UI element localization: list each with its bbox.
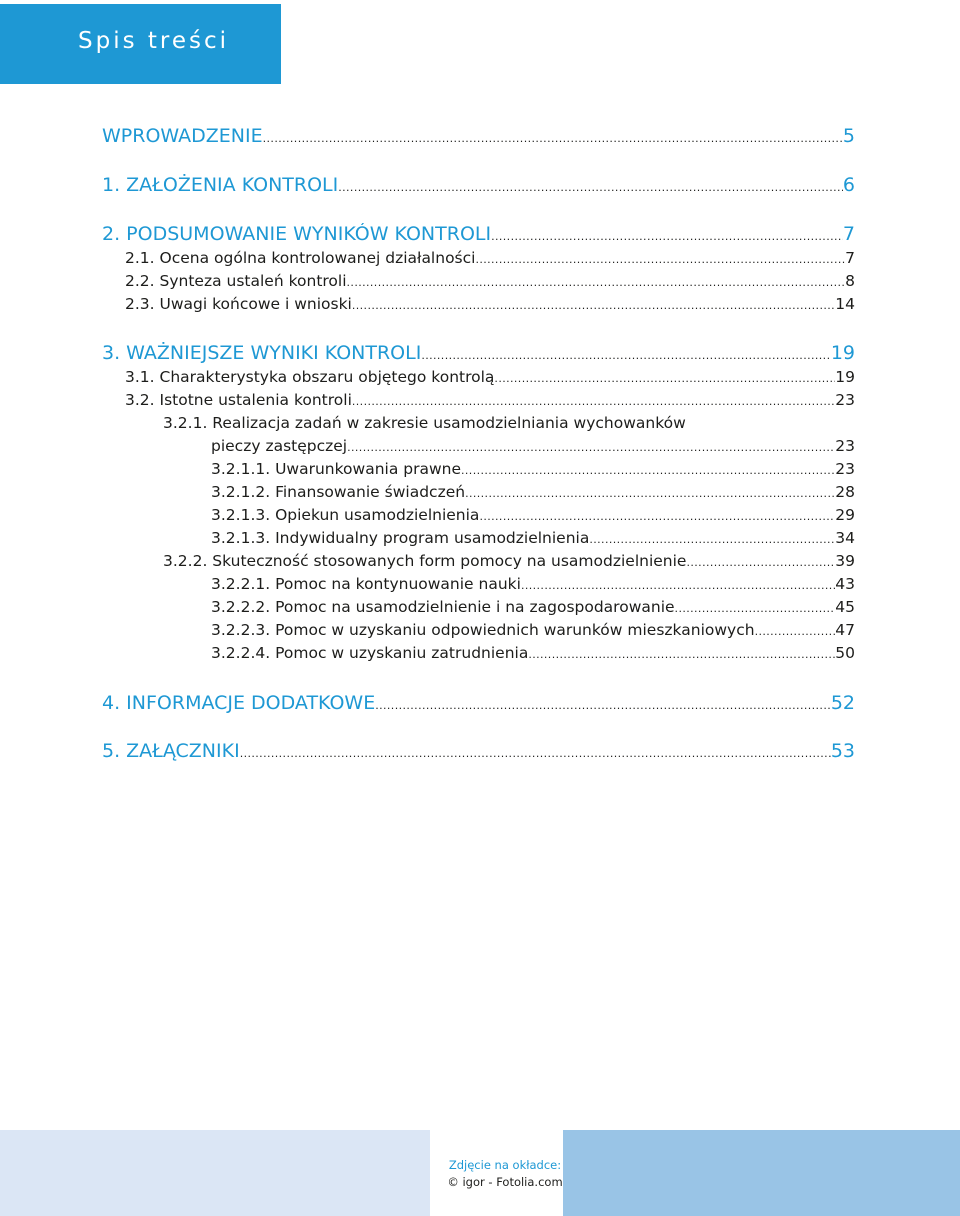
toc-entry-page: 7 — [845, 249, 855, 267]
toc-entry-label: 3. WAŻNIEJSZE WYNIKI KONTROLI — [102, 342, 422, 364]
toc-entry-3-2-2-2[interactable] — [211, 598, 855, 616]
toc-entry-page: 39 — [835, 552, 855, 570]
toc-leader-dots — [352, 299, 835, 312]
toc-entry-page: 7 — [842, 223, 855, 245]
toc-leader-dots — [465, 487, 835, 500]
toc-entry-label: 3.2.2.2. Pomoc na usamodzielnienie i na zagospodarowanie — [211, 598, 675, 616]
toc-leader-dots — [347, 441, 835, 454]
toc-entry-page: 34 — [835, 529, 855, 547]
toc-leader-dots — [375, 699, 831, 712]
toc-entry-page: 29 — [835, 506, 855, 524]
toc-entry-label: 3.2.1.1. Uwarunkowania prawne — [211, 460, 462, 478]
toc-entry-page: 6 — [842, 174, 855, 196]
toc-leader-dots — [352, 395, 835, 408]
toc-entry-3-2-2-4[interactable] — [211, 644, 855, 662]
toc-leader-dots — [461, 464, 835, 477]
toc-entry-label: 3.2.2. Skuteczność stosowanych form pomocy na usamodzielnienie — [163, 552, 687, 570]
photo-credit-text: © igor - Fotolia.com — [447, 1175, 563, 1189]
toc-entry-3-2-1-3b[interactable] — [211, 529, 855, 547]
footer-credit-box — [430, 1130, 580, 1216]
toc-leader-dots — [494, 372, 835, 385]
toc-entry-chapter-4[interactable] — [102, 692, 855, 714]
toc-entry-chapter-1[interactable] — [102, 174, 855, 196]
toc-entry-3-2-1-2[interactable] — [211, 483, 855, 501]
toc-entry-label: 3.2. Istotne ustalenia kontroli — [125, 391, 352, 409]
toc-entry-3-2[interactable] — [125, 391, 855, 409]
toc-leader-dots — [338, 181, 843, 194]
toc-entry-label: 5. ZAŁĄCZNIKI — [102, 740, 240, 762]
toc-leader-dots — [491, 230, 843, 243]
footer-band-left — [0, 1130, 90, 1216]
toc-entry-page: 53 — [830, 740, 855, 762]
toc-entry-3-1[interactable] — [125, 368, 855, 386]
toc-entry-chapter-5[interactable] — [102, 740, 855, 762]
toc-entry-2-1[interactable] — [125, 249, 855, 267]
toc-entry-label: 3.2.1.2. Finansowanie świadczeń — [211, 483, 466, 501]
toc-entry-label: WPROWADZENIE — [102, 125, 263, 147]
toc-entry-page: 28 — [835, 483, 855, 501]
toc-entry-page: 43 — [835, 575, 855, 593]
toc-entry-page: 45 — [835, 598, 855, 616]
toc-entry-label: 3.2.1.3. Opiekun usamodzielnienia — [211, 506, 480, 524]
footer-band-right — [563, 1130, 960, 1216]
toc-entry-3-2-1-3a[interactable] — [211, 506, 855, 524]
toc-entry-label: pieczy zastępczej — [211, 437, 348, 455]
toc-entry-page: 8 — [845, 272, 855, 290]
toc-entry-3-2-1[interactable] — [211, 437, 855, 455]
toc-leader-dots — [479, 510, 835, 523]
toc-entry-chapter-2[interactable] — [102, 223, 855, 245]
toc-entry-3-2-2[interactable] — [163, 552, 855, 570]
page-title: Spis treści — [78, 28, 230, 54]
toc-entry-introduction[interactable] — [102, 125, 855, 147]
toc-entry-label: 2. PODSUMOWANIE WYNIKÓW KONTROLI — [102, 223, 492, 245]
toc-entry-page: 19 — [835, 368, 855, 386]
toc-entry-page: 52 — [830, 692, 855, 714]
toc-entry-2-3[interactable] — [125, 295, 855, 313]
toc-leader-dots — [240, 747, 831, 760]
toc-entry-label: 3.2.2.4. Pomoc w uzyskaniu zatrudnienia — [211, 644, 529, 662]
toc-entry-label: 4. INFORMACJE DODATKOWE — [102, 692, 376, 714]
toc-entry-page: 5 — [842, 125, 855, 147]
toc-entry-label: 3.2.2.3. Pomoc w uzyskaniu odpowiednich warunków mieszkaniowych — [211, 621, 755, 639]
toc-leader-dots — [589, 533, 835, 546]
toc-entry-label: 3.2.2.1. Pomoc na kontynuowanie nauki — [211, 575, 521, 593]
toc-entry-chapter-3[interactable] — [102, 342, 855, 364]
toc-leader-dots — [755, 625, 836, 638]
toc-entry-page: 23 — [835, 391, 855, 409]
toc-entry-label: 2.1. Ocena ogólna kontrolowanej działalności — [125, 249, 476, 267]
toc-entry-label: 2.2. Synteza ustaleń kontroli — [125, 272, 347, 290]
toc-leader-dots — [675, 602, 836, 615]
toc-entry-page: 50 — [835, 644, 855, 662]
toc-entry-3-2-1-1[interactable] — [211, 460, 855, 478]
toc-leader-dots — [528, 648, 835, 661]
toc-entry-page: 23 — [835, 437, 855, 455]
toc-leader-dots — [686, 556, 835, 569]
toc-entry-label: 3.1. Charakterystyka obszaru objętego kontrolą — [125, 368, 495, 386]
toc-entry-page: 23 — [835, 460, 855, 478]
toc-leader-dots — [347, 276, 846, 289]
toc-leader-dots — [475, 253, 845, 266]
toc-entry-page: 14 — [835, 295, 855, 313]
toc-entry-3-2-2-3[interactable] — [211, 621, 855, 639]
toc-entry-page: 19 — [830, 342, 855, 364]
photo-credit-title: Zdjęcie na okładce: — [448, 1158, 562, 1172]
toc-entry-page: 47 — [835, 621, 855, 639]
toc-entry-3-2-2-1[interactable] — [211, 575, 855, 593]
toc-leader-dots — [521, 579, 835, 592]
toc-entry-label: 1. ZAŁOŻENIA KONTROLI — [102, 174, 339, 196]
toc-entry-3-2-1-line-1[interactable]: 3.2.1. Realizacja zadań w zakresie usamodzielniania wychowanków — [163, 414, 686, 432]
toc-leader-dots — [263, 132, 843, 145]
toc-entry-label: 2.3. Uwagi końcowe i wnioski — [125, 295, 352, 313]
toc-entry-2-2[interactable] — [125, 272, 855, 290]
toc-leader-dots — [421, 349, 830, 362]
toc-entry-label: 3.2.1.3. Indywidualny program usamodzielnienia — [211, 529, 590, 547]
